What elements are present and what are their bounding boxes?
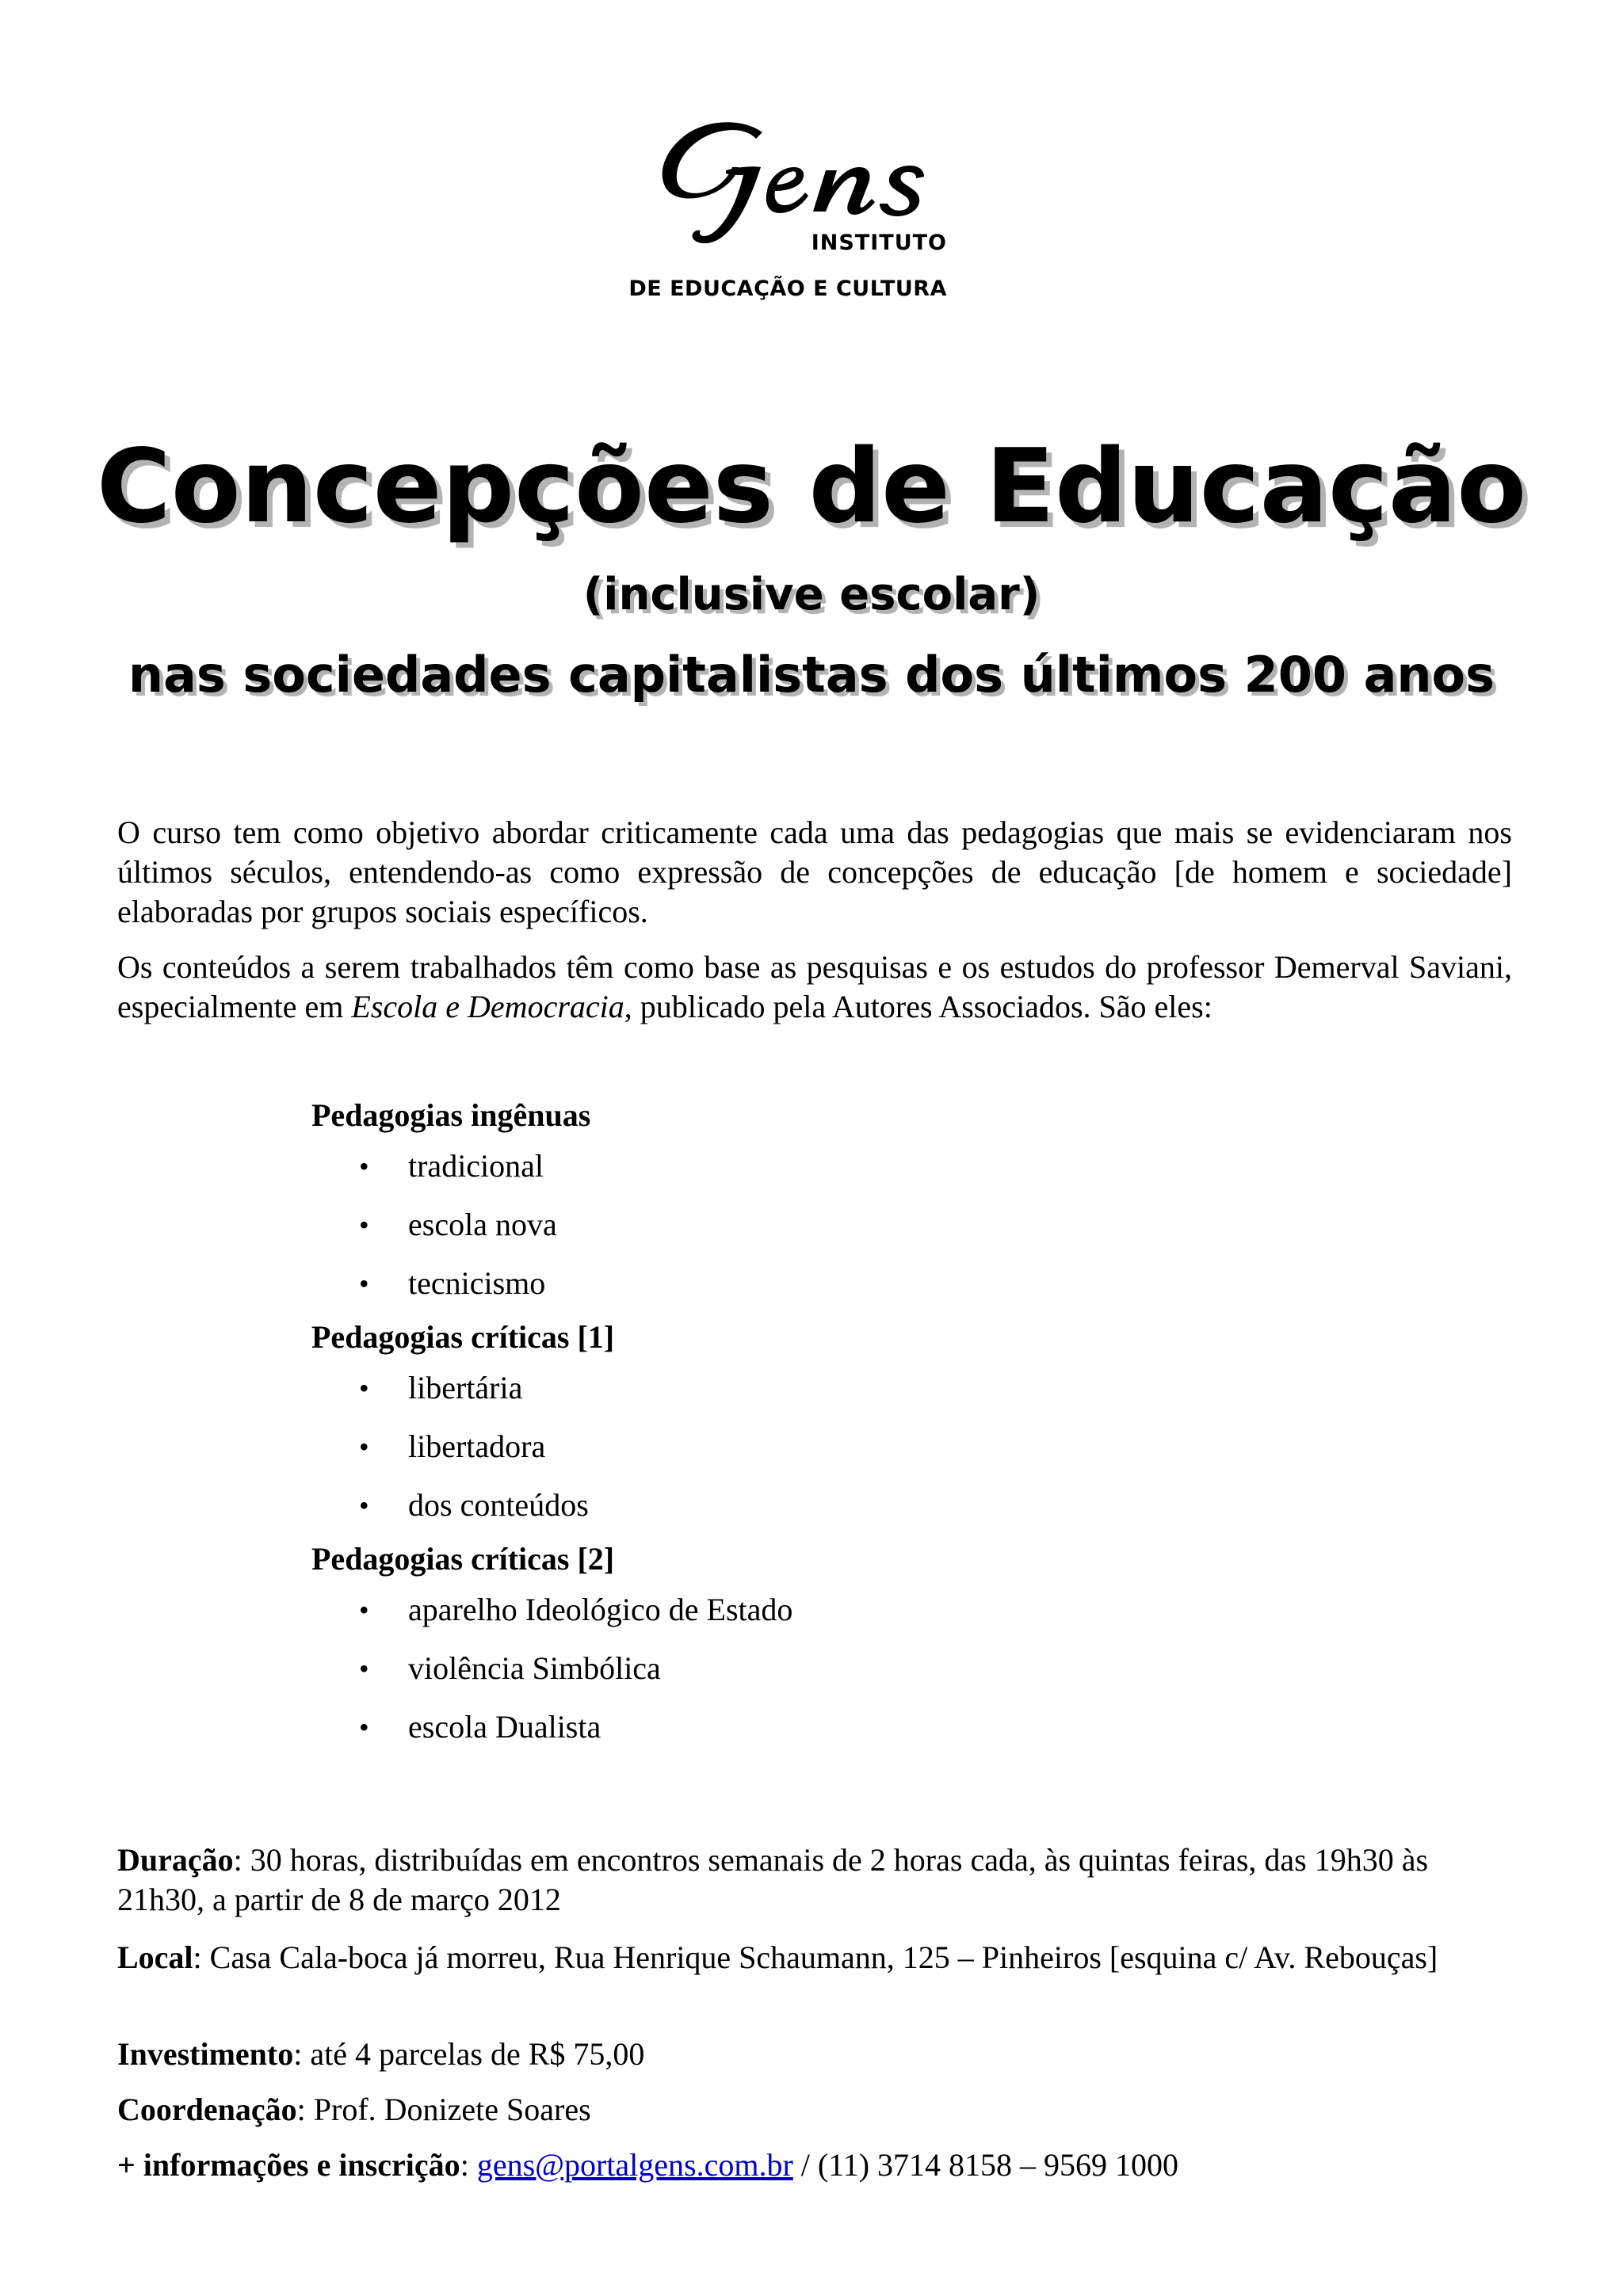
logo-institute-label: INSTITUTO [811,231,947,255]
intro-paragraph-contents [117,948,1512,1027]
paragraph-text-end: , publicado pela Autores Associados. São eles: [624,989,1212,1024]
info-label: Local [117,1939,193,1975]
list-item-label: aparelho Ideológico de Estado [408,1592,793,1627]
info-label: Duração [117,1842,234,1878]
list-item-label: escola nova [408,1207,557,1242]
bullet-icon: • [359,1209,369,1241]
group-list [311,1590,1421,1766]
list-item-label: libertadora [408,1428,546,1464]
bullet-icon: • [359,1594,369,1626]
info-separator: : [460,2147,477,2183]
pedagogy-groups [311,1096,1421,1766]
list-item [311,1649,1421,1707]
group-title: Pedagogias críticas [2] [311,1541,615,1577]
page-subtitle-secondary: nas sociedades capitalistas dos últimos 200 anos [128,646,1495,704]
bullet-icon: • [359,1268,369,1299]
list-item-label: dos conteúdos [408,1487,589,1523]
book-title: Escola e Democracia [351,989,624,1024]
info-label: Investimento [117,2036,294,2072]
info-duration [117,1840,1512,1920]
list-item [311,1707,1421,1766]
contact-phone: / (11) 3714 8158 – 9569 1000 [792,2147,1179,2183]
gens-wordmark-logo [650,115,983,250]
info-label: Coordenação [117,2092,297,2127]
list-item [311,1427,1421,1486]
list-item-label: escola Dualista [408,1709,601,1745]
bullet-icon: • [359,1431,369,1463]
logo-subtitle-label: DE EDUCAÇÃO E CULTURA [628,277,947,301]
info-value: : Prof. Donizete Soares [296,2092,591,2127]
pedagogy-group [311,1096,1421,1318]
list-item [311,1264,1421,1318]
info-value: : Casa Cala-boca já morreu, Rua Henrique Schaumann, 125 – Pinheiros [esquina c/ Av. Rebouças] [193,1939,1438,1975]
list-item-label: libertária [408,1370,523,1405]
bullet-icon: • [359,1372,369,1404]
info-contact [117,2145,1512,2185]
info-value: : até 4 parcelas de R$ 75,00 [293,2036,645,2072]
list-item [311,1146,1421,1205]
pedagogy-group [311,1539,1421,1766]
list-item [311,1590,1421,1649]
gens-logo [628,115,983,305]
page-subtitle: (inclusive escolar) [582,569,1041,620]
bullet-icon: • [359,1150,369,1182]
group-list [311,1146,1421,1318]
list-item-label: tradicional [408,1148,544,1184]
group-title: Pedagogias ingênuas [311,1097,591,1133]
bullet-icon: • [359,1653,369,1684]
info-label: + informações e inscrição [117,2147,460,2183]
list-item [311,1368,1421,1427]
info-coordination [117,2090,1512,2130]
pedagogy-group [311,1318,1421,1539]
bullet-icon: • [359,1711,369,1743]
list-item-label: tecnicismo [408,1265,546,1301]
list-item-label: violência Simbólica [408,1650,661,1686]
group-list [311,1368,1421,1539]
page-title: Concepções de Educação [96,428,1527,546]
bullet-icon: • [359,1489,369,1521]
list-item [311,1486,1421,1539]
list-item [311,1205,1421,1264]
group-title: Pedagogias críticas [1] [311,1319,615,1355]
email-link[interactable]: gens@portalgens.com.br [476,2147,793,2183]
intro-paragraph-objective: O curso tem como objetivo abordar criticamente cada uma das pedagogias que mais se evidenciaram nos últimos séculos, entendendo-as como expressão de concepções de educação [de homem e sociedade] elaboradas por grupos sociais específicos. [117,814,1512,929]
info-value: : 30 horas, distribuídas em encontros semanais de 2 horas cada, às quintas feiras, das 19h30 às 21h30, a partir de 8 de março 2012 [117,1842,1429,1917]
paragraph-text-start: Os conteúdos a serem trabalhados têm como base as pesquisas e os estudos do professor Demerval Saviani, especialmente em [117,949,1512,1024]
info-investment [117,2035,1512,2074]
info-location [117,1938,1512,1978]
